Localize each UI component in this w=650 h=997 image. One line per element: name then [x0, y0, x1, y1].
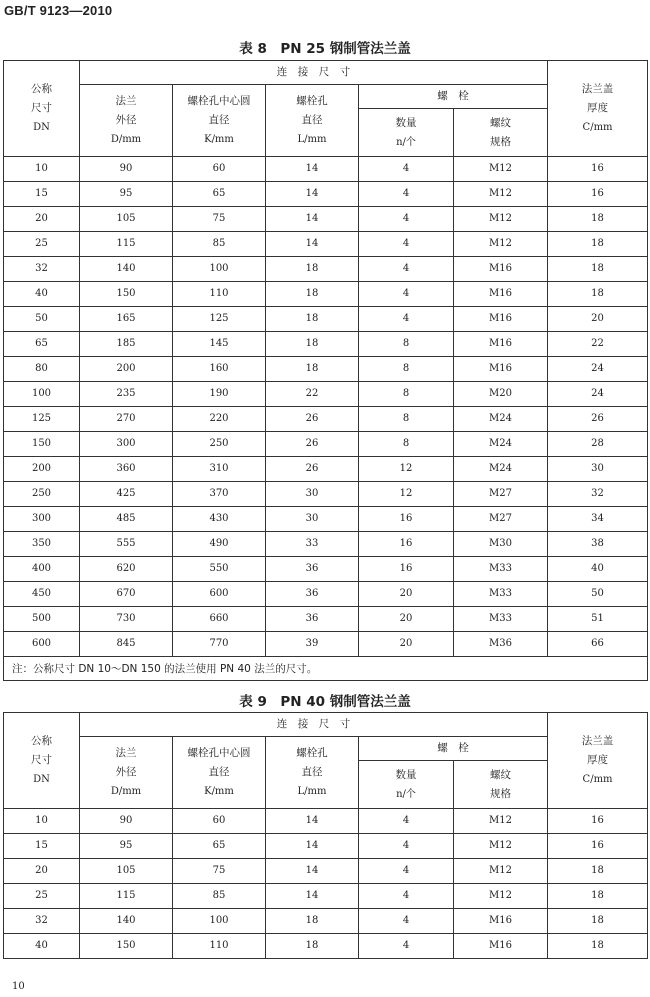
cell-nominal-size: 300 — [4, 507, 80, 532]
cell-flange-od: 235 — [80, 382, 173, 407]
cell-bolt-circle: 310 — [173, 457, 266, 482]
cell-flange-od: 670 — [80, 582, 173, 607]
cell-bolt-hole: 36 — [266, 607, 359, 632]
cell-bolt-thread: M24 — [454, 407, 548, 432]
table-row — [4, 407, 648, 432]
cell-bolt-hole: 18 — [266, 332, 359, 357]
cell-bolt-hole: 18 — [266, 357, 359, 382]
cell-nominal-size: 50 — [4, 307, 80, 332]
table-row — [4, 582, 648, 607]
cell-bolt-circle: 85 — [173, 884, 266, 909]
cell-bolt-hole: 14 — [266, 834, 359, 859]
header-flange-od: 法兰 外径 D/mm — [80, 85, 173, 157]
cell-bolt-qty: 8 — [359, 332, 454, 357]
cell-bolt-hole: 26 — [266, 407, 359, 432]
table-row — [4, 432, 648, 457]
cell-bolt-thread: M12 — [454, 809, 548, 834]
cell-flange-od: 845 — [80, 632, 173, 657]
cell-bolt-thread: M12 — [454, 182, 548, 207]
cell-thickness: 20 — [548, 307, 648, 332]
cell-bolt-qty: 8 — [359, 382, 454, 407]
cell-bolt-qty: 8 — [359, 407, 454, 432]
cell-thickness: 30 — [548, 457, 648, 482]
table-row — [4, 382, 648, 407]
table-row — [4, 257, 648, 282]
cell-flange-od: 300 — [80, 432, 173, 457]
cell-bolt-circle: 60 — [173, 809, 266, 834]
cell-bolt-circle: 125 — [173, 307, 266, 332]
cell-bolt-thread: M16 — [454, 282, 548, 307]
cell-bolt-hole: 18 — [266, 282, 359, 307]
cell-bolt-hole: 14 — [266, 859, 359, 884]
table-row — [4, 482, 648, 507]
cell-thickness: 16 — [548, 157, 648, 182]
header-connection-dimensions: 连 接 尺 寸 — [80, 713, 548, 737]
cell-bolt-hole: 36 — [266, 582, 359, 607]
cell-flange-od: 95 — [80, 834, 173, 859]
cell-nominal-size: 40 — [4, 934, 80, 959]
cell-bolt-qty: 4 — [359, 834, 454, 859]
cell-nominal-size: 25 — [4, 232, 80, 257]
header-bolt-qty: 数量 n/个 — [359, 761, 454, 809]
cell-bolt-qty: 12 — [359, 482, 454, 507]
cell-bolt-circle: 370 — [173, 482, 266, 507]
cell-thickness: 16 — [548, 182, 648, 207]
cell-nominal-size: 150 — [4, 432, 80, 457]
cell-bolt-qty: 4 — [359, 859, 454, 884]
table-row — [4, 859, 648, 884]
cell-bolt-hole: 33 — [266, 532, 359, 557]
cell-bolt-qty: 4 — [359, 207, 454, 232]
table-row — [4, 357, 648, 382]
table-row — [4, 232, 648, 257]
cell-bolt-circle: 145 — [173, 332, 266, 357]
table8 — [3, 60, 648, 681]
header-bolt-circle: 螺栓孔中心圆 直径 K/mm — [173, 737, 266, 809]
header-bolt-circle: 螺栓孔中心圆 直径 K/mm — [173, 85, 266, 157]
table-row — [4, 532, 648, 557]
cell-bolt-thread: M12 — [454, 884, 548, 909]
cell-bolt-qty: 16 — [359, 507, 454, 532]
cell-bolt-circle: 110 — [173, 282, 266, 307]
cell-nominal-size: 10 — [4, 809, 80, 834]
cell-bolt-qty: 4 — [359, 282, 454, 307]
cell-bolt-circle: 65 — [173, 834, 266, 859]
cell-bolt-hole: 26 — [266, 457, 359, 482]
table-row — [4, 834, 648, 859]
cell-flange-od: 95 — [80, 182, 173, 207]
cell-bolt-qty: 8 — [359, 432, 454, 457]
cell-thickness: 50 — [548, 582, 648, 607]
cell-thickness: 40 — [548, 557, 648, 582]
cell-bolt-qty: 4 — [359, 909, 454, 934]
cell-bolt-thread: M33 — [454, 557, 548, 582]
cell-bolt-thread: M16 — [454, 909, 548, 934]
cell-thickness: 22 — [548, 332, 648, 357]
cell-bolt-hole: 14 — [266, 182, 359, 207]
cell-thickness: 18 — [548, 859, 648, 884]
cell-nominal-size: 100 — [4, 382, 80, 407]
cell-bolt-qty: 20 — [359, 607, 454, 632]
cell-bolt-qty: 4 — [359, 232, 454, 257]
cell-bolt-qty: 16 — [359, 532, 454, 557]
cell-flange-od: 90 — [80, 157, 173, 182]
standard-code: GB/T 9123—2010 — [4, 3, 113, 18]
table-row — [4, 282, 648, 307]
cell-bolt-thread: M12 — [454, 232, 548, 257]
cell-bolt-qty: 4 — [359, 307, 454, 332]
cell-bolt-qty: 20 — [359, 582, 454, 607]
cell-flange-od: 360 — [80, 457, 173, 482]
cell-bolt-hole: 18 — [266, 307, 359, 332]
cell-bolt-circle: 100 — [173, 909, 266, 934]
cell-thickness: 24 — [548, 357, 648, 382]
cell-nominal-size: 250 — [4, 482, 80, 507]
cell-bolt-circle: 220 — [173, 407, 266, 432]
cell-bolt-circle: 660 — [173, 607, 266, 632]
cell-bolt-circle: 550 — [173, 557, 266, 582]
cell-bolt-hole: 26 — [266, 432, 359, 457]
cell-bolt-circle: 75 — [173, 859, 266, 884]
cell-bolt-circle: 250 — [173, 432, 266, 457]
cell-bolt-thread: M27 — [454, 482, 548, 507]
cell-nominal-size: 200 — [4, 457, 80, 482]
cell-nominal-size: 20 — [4, 859, 80, 884]
header-bolt-hole: 螺栓孔 直径 L/mm — [266, 737, 359, 809]
cell-bolt-circle: 85 — [173, 232, 266, 257]
cell-thickness: 26 — [548, 407, 648, 432]
cell-nominal-size: 32 — [4, 909, 80, 934]
table-row — [4, 607, 648, 632]
cell-bolt-thread: M12 — [454, 207, 548, 232]
cell-thickness: 18 — [548, 282, 648, 307]
cell-thickness: 24 — [548, 382, 648, 407]
table-row — [4, 332, 648, 357]
header-connection-dimensions: 连 接 尺 寸 — [80, 61, 548, 85]
cell-bolt-qty: 4 — [359, 934, 454, 959]
cell-nominal-size: 40 — [4, 282, 80, 307]
cell-bolt-qty: 4 — [359, 182, 454, 207]
cell-nominal-size: 400 — [4, 557, 80, 582]
cell-flange-od: 90 — [80, 809, 173, 834]
cell-bolt-thread: M36 — [454, 632, 548, 657]
cell-thickness: 18 — [548, 232, 648, 257]
cell-bolt-circle: 430 — [173, 507, 266, 532]
header-thickness: 法兰盖 厚度 C/mm — [548, 713, 648, 809]
cell-bolt-thread: M24 — [454, 432, 548, 457]
cell-bolt-thread: M16 — [454, 357, 548, 382]
header-bolt-thread: 螺纹 规格 — [454, 761, 548, 809]
cell-bolt-thread: M12 — [454, 859, 548, 884]
header-bolt-thread: 螺纹 规格 — [454, 109, 548, 157]
cell-flange-od: 270 — [80, 407, 173, 432]
cell-nominal-size: 10 — [4, 157, 80, 182]
header-nominal-size: 公称 尺寸 DN — [4, 713, 80, 809]
cell-flange-od: 730 — [80, 607, 173, 632]
cell-nominal-size: 450 — [4, 582, 80, 607]
cell-bolt-circle: 600 — [173, 582, 266, 607]
table-row — [4, 182, 648, 207]
cell-bolt-hole: 30 — [266, 507, 359, 532]
cell-nominal-size: 25 — [4, 884, 80, 909]
cell-bolt-qty: 16 — [359, 557, 454, 582]
header-thickness: 法兰盖 厚度 C/mm — [548, 61, 648, 157]
table-row — [4, 507, 648, 532]
cell-flange-od: 425 — [80, 482, 173, 507]
cell-bolt-qty: 4 — [359, 809, 454, 834]
cell-thickness: 38 — [548, 532, 648, 557]
cell-flange-od: 555 — [80, 532, 173, 557]
cell-flange-od: 200 — [80, 357, 173, 382]
table-row — [4, 307, 648, 332]
cell-flange-od: 620 — [80, 557, 173, 582]
cell-thickness: 18 — [548, 909, 648, 934]
cell-bolt-thread: M24 — [454, 457, 548, 482]
cell-bolt-circle: 60 — [173, 157, 266, 182]
header-bolt-hole: 螺栓孔 直径 L/mm — [266, 85, 359, 157]
cell-flange-od: 105 — [80, 207, 173, 232]
header-bolt: 螺 栓 — [359, 85, 548, 109]
cell-nominal-size: 350 — [4, 532, 80, 557]
cell-bolt-thread: M16 — [454, 257, 548, 282]
cell-bolt-hole: 14 — [266, 207, 359, 232]
cell-flange-od: 140 — [80, 257, 173, 282]
cell-flange-od: 105 — [80, 859, 173, 884]
cell-bolt-thread: M20 — [454, 382, 548, 407]
cell-thickness: 18 — [548, 207, 648, 232]
table-row — [4, 457, 648, 482]
cell-thickness: 66 — [548, 632, 648, 657]
cell-bolt-thread: M27 — [454, 507, 548, 532]
cell-bolt-hole: 39 — [266, 632, 359, 657]
header-bolt-qty: 数量 n/个 — [359, 109, 454, 157]
table-row — [4, 632, 648, 657]
table-row — [4, 934, 648, 959]
cell-bolt-circle: 100 — [173, 257, 266, 282]
cell-bolt-hole: 22 — [266, 382, 359, 407]
table9 — [3, 712, 648, 959]
cell-thickness: 18 — [548, 257, 648, 282]
cell-bolt-qty: 4 — [359, 884, 454, 909]
cell-bolt-hole: 36 — [266, 557, 359, 582]
cell-bolt-thread: M30 — [454, 532, 548, 557]
cell-bolt-hole: 14 — [266, 884, 359, 909]
cell-bolt-qty: 4 — [359, 157, 454, 182]
cell-bolt-hole: 18 — [266, 257, 359, 282]
table-row — [4, 909, 648, 934]
header-flange-od: 法兰 外径 D/mm — [80, 737, 173, 809]
cell-nominal-size: 65 — [4, 332, 80, 357]
cell-bolt-circle: 65 — [173, 182, 266, 207]
cell-bolt-hole: 14 — [266, 157, 359, 182]
cell-bolt-qty: 4 — [359, 257, 454, 282]
cell-flange-od: 165 — [80, 307, 173, 332]
page-number: 10 — [12, 981, 25, 992]
cell-bolt-thread: M12 — [454, 834, 548, 859]
cell-bolt-hole: 14 — [266, 809, 359, 834]
cell-thickness: 16 — [548, 834, 648, 859]
cell-bolt-qty: 8 — [359, 357, 454, 382]
cell-nominal-size: 15 — [4, 834, 80, 859]
cell-bolt-hole: 18 — [266, 934, 359, 959]
cell-flange-od: 185 — [80, 332, 173, 357]
table-row — [4, 207, 648, 232]
cell-bolt-thread: M16 — [454, 307, 548, 332]
cell-bolt-hole: 18 — [266, 909, 359, 934]
cell-bolt-qty: 20 — [359, 632, 454, 657]
cell-thickness: 18 — [548, 934, 648, 959]
table-row — [4, 884, 648, 909]
cell-flange-od: 115 — [80, 884, 173, 909]
cell-nominal-size: 15 — [4, 182, 80, 207]
cell-thickness: 18 — [548, 884, 648, 909]
cell-nominal-size: 600 — [4, 632, 80, 657]
cell-nominal-size: 32 — [4, 257, 80, 282]
cell-bolt-thread: M16 — [454, 332, 548, 357]
cell-flange-od: 485 — [80, 507, 173, 532]
table-row — [4, 809, 648, 834]
cell-bolt-thread: M16 — [454, 934, 548, 959]
cell-flange-od: 150 — [80, 934, 173, 959]
header-nominal-size: 公称 尺寸 DN — [4, 61, 80, 157]
cell-flange-od: 115 — [80, 232, 173, 257]
cell-flange-od: 140 — [80, 909, 173, 934]
cell-bolt-thread: M12 — [454, 157, 548, 182]
table8-title: 表 8 PN 25 钢制管法兰盖 — [239, 41, 411, 57]
table-row — [4, 557, 648, 582]
cell-bolt-circle: 190 — [173, 382, 266, 407]
cell-bolt-circle: 160 — [173, 357, 266, 382]
cell-bolt-thread: M33 — [454, 607, 548, 632]
cell-nominal-size: 20 — [4, 207, 80, 232]
cell-bolt-circle: 75 — [173, 207, 266, 232]
table9-title: 表 9 PN 40 钢制管法兰盖 — [239, 694, 411, 710]
cell-bolt-circle: 770 — [173, 632, 266, 657]
cell-bolt-hole: 14 — [266, 232, 359, 257]
cell-bolt-thread: M33 — [454, 582, 548, 607]
cell-bolt-qty: 12 — [359, 457, 454, 482]
cell-nominal-size: 125 — [4, 407, 80, 432]
cell-bolt-circle: 110 — [173, 934, 266, 959]
header-bolt: 螺 栓 — [359, 737, 548, 761]
cell-thickness: 34 — [548, 507, 648, 532]
cell-nominal-size: 80 — [4, 357, 80, 382]
cell-flange-od: 150 — [80, 282, 173, 307]
table-row — [4, 157, 648, 182]
cell-bolt-circle: 490 — [173, 532, 266, 557]
cell-bolt-hole: 30 — [266, 482, 359, 507]
cell-nominal-size: 500 — [4, 607, 80, 632]
table8-note: 注：公称尺寸 DN 10～DN 150 的法兰使用 PN 40 法兰的尺寸。 — [4, 657, 648, 681]
cell-thickness: 51 — [548, 607, 648, 632]
cell-thickness: 28 — [548, 432, 648, 457]
cell-thickness: 16 — [548, 809, 648, 834]
cell-thickness: 32 — [548, 482, 648, 507]
